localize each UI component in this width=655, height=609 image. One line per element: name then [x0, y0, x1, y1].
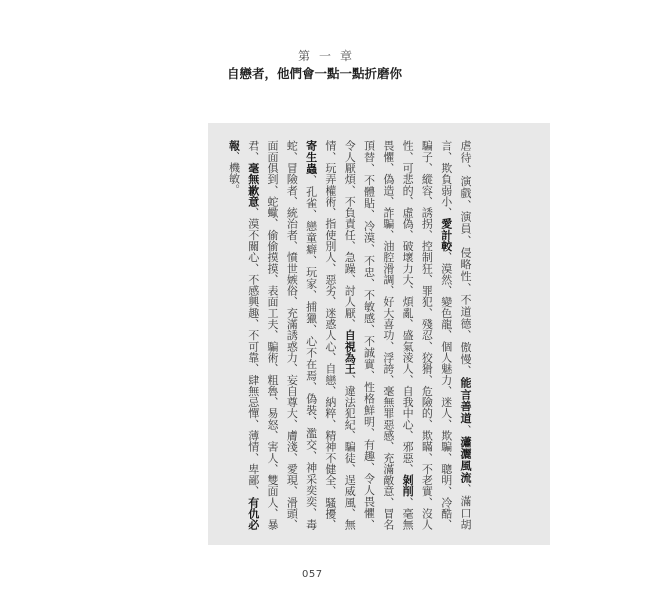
text-column — [436, 140, 455, 530]
page-number: 057 — [302, 569, 323, 580]
text-column — [379, 140, 398, 530]
text-segment: 面面俱到、蛇蠍、偷偷摸摸、表面工夫、騙術、粗魯、易怒、害人、雙面人、暴 — [266, 140, 280, 530]
word-columns — [224, 140, 475, 530]
text-segment: 、機敏。 — [227, 151, 241, 195]
bold-term: 剝削 — [401, 474, 415, 497]
text-segment: 虐待、演戲、演員、侵略性、不道德、傲慢、 — [459, 140, 472, 377]
text-column — [398, 140, 417, 530]
text-segment: 、漠然、變色龍、個人魅力、迷人、欺騙、聰明、冷酷、 — [439, 251, 453, 530]
text-segment: 、滿口胡 — [459, 483, 472, 530]
chapter-title: 自戀者，他們會一點一點折磨你 — [227, 66, 403, 81]
text-segment: 畏懼、偽造、詐騙、油腔滑調、好大喜功、浮誇、毫無罪惡感、充滿敵意、冒名 — [381, 140, 395, 530]
text-column — [417, 140, 436, 530]
bold-term: 報 — [227, 140, 241, 151]
bold-term: 有仇必 — [246, 496, 260, 530]
text-segment: 、漠不關心、不感興趣、不可靠、肆無忌憚、薄情、卑鄙、 — [246, 206, 260, 497]
text-segment: 、孔雀、戀童癖、玩家、捕獵、心不在焉、偽裝、濫交、神采奕奕、毒 — [304, 174, 318, 530]
word-list-box — [208, 123, 550, 545]
text-column — [359, 140, 378, 530]
text-segment: 情、玩弄權術、指使別人、惡劣、迷惑人心、自戀、納粹、精神不健全、騷擾、 — [323, 140, 337, 530]
bold-term: 瀟灑風流 — [459, 436, 472, 484]
text-column — [301, 140, 320, 530]
bold-term: 毫無歉意 — [246, 162, 260, 207]
text-column — [282, 140, 301, 530]
text-segment: 、違法犯紀、騙徒、逞威風、無 — [343, 374, 357, 530]
text-segment: 騙子、縱容、誘拐、控制狂、罪犯、殘忍、狡猾、危險的、欺瞞、不老實、沒人 — [420, 140, 434, 530]
text-column — [321, 140, 340, 530]
bold-term: 自視為王 — [343, 329, 357, 375]
text-column — [263, 140, 282, 530]
text-segment: 君、 — [246, 140, 260, 163]
bold-term: 寄生蟲 — [304, 140, 318, 175]
text-column — [456, 140, 475, 530]
text-segment: 、毫無 — [401, 496, 415, 530]
text-column — [243, 140, 262, 530]
bold-term: 愛計較 — [439, 218, 453, 252]
chapter-label: 第一章 — [298, 49, 362, 63]
text-segment: 令人厭煩、不負責任、急躁、討人厭、 — [343, 140, 357, 330]
bold-term: 能言善道 — [459, 376, 472, 425]
text-column — [224, 140, 243, 530]
text-segment: 頂替、不體貼、冷漠、不忠、不敏感、不誠實、性格鮮明、有趣、令人畏懼、 — [362, 140, 376, 530]
text-segment: 言、欺負弱小、 — [439, 140, 453, 219]
text-segment: 性、可悲的、虛偽、破壞力大、煩亂、盛氣淩人、自我中心、邪惡、 — [401, 140, 415, 475]
text-segment: 蛇、冒險者、統治者、憤世嫉俗、充滿誘惑力、妄自尊大、膚淺、愛現、滑頭、 — [285, 140, 299, 530]
text-segment: 、 — [459, 424, 472, 437]
text-column — [340, 140, 359, 530]
